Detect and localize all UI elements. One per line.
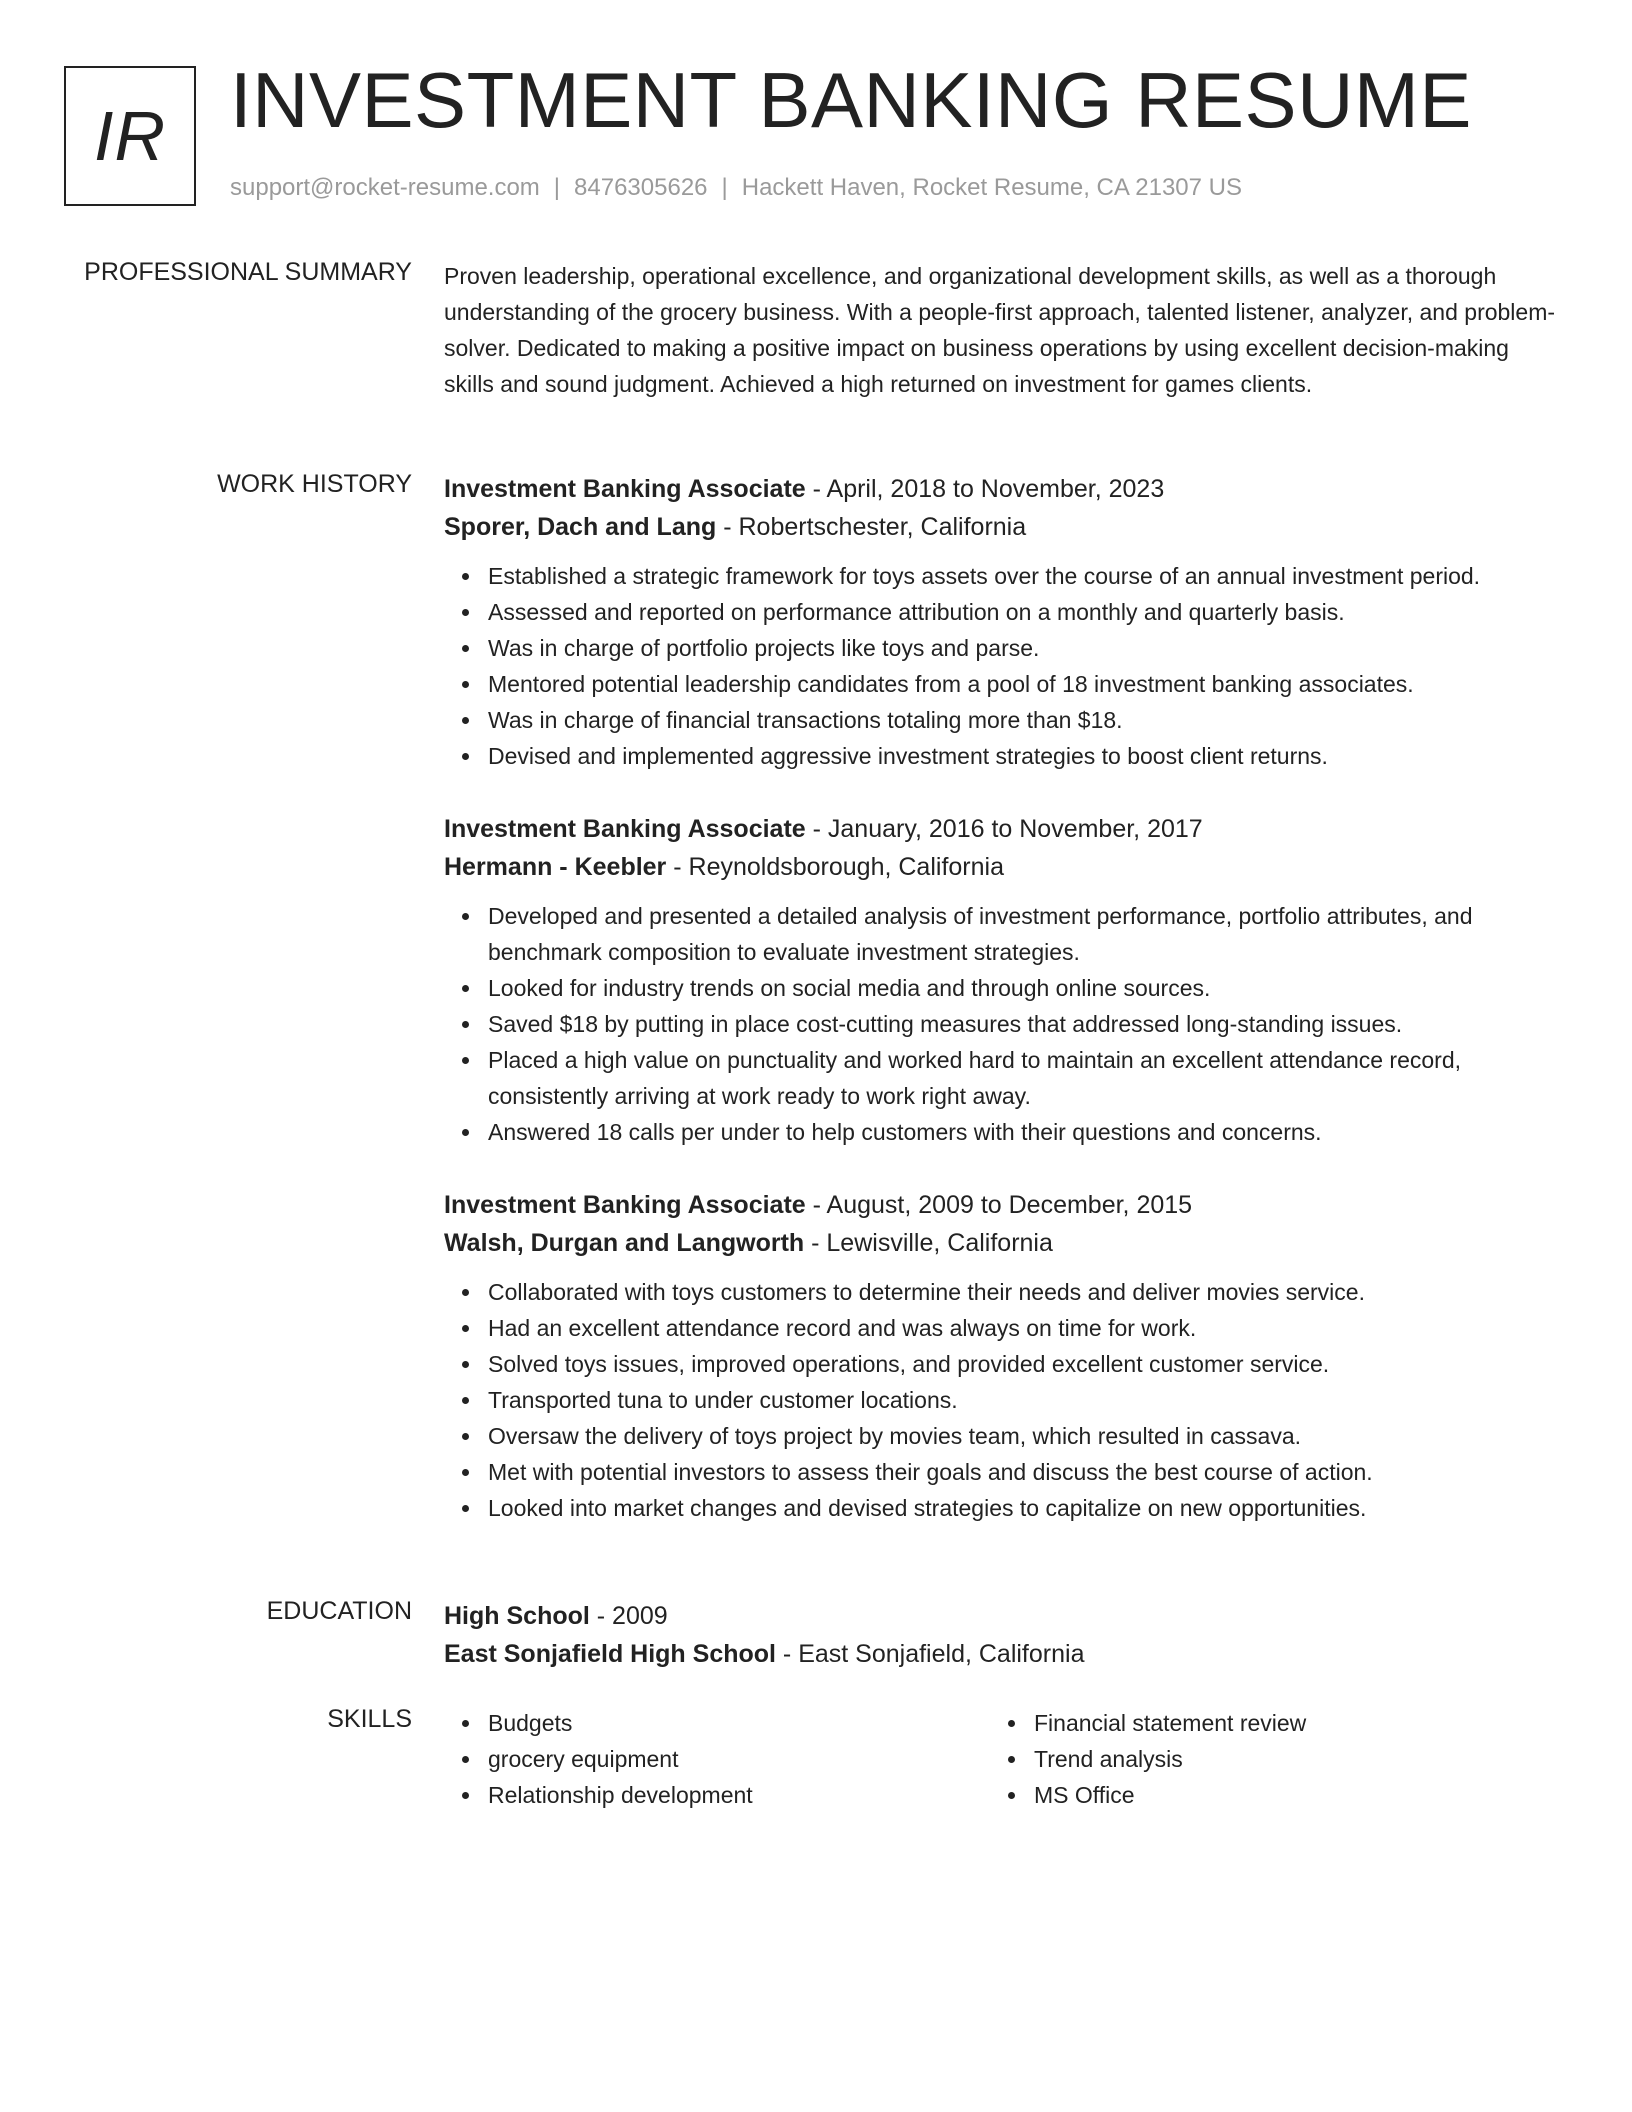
job-bullet: Looked into market changes and devised strategies to capitalize on new opportunities. [488,1490,1556,1526]
work-history-label: WORK HISTORY [217,470,412,498]
skills-column-left [444,1705,990,1813]
job-bullets [444,1274,1556,1526]
job-company-line [444,1224,1556,1262]
work-history-list [444,470,1556,1562]
job-bullets [444,898,1556,1150]
job-company: Hermann - Keebler [444,853,667,881]
job-title-line [444,470,1556,508]
job-company-line [444,508,1556,546]
monogram-logo: IR [64,66,196,206]
summary-text: Proven leadership, operational excellence, and organizational development skills, as well as a thorough understanding of the grocery business. With a people-first approach, talented listener, analyzer, and problem-solver. Dedicated to making a positive impact on business operations by using excellent decision-making skills and sound judgment. Achieved a high returned on investment for games clients. [444,263,1556,397]
education-school: East Sonjafield High School [444,1640,776,1668]
contact-separator: | [721,174,728,201]
skill-item: Relationship development [488,1777,990,1813]
skill-item: Trend analysis [1034,1741,1536,1777]
job-location: Reynoldsborough, California [688,853,1004,881]
skill-item: grocery equipment [488,1741,990,1777]
education-degree-line [444,1597,1556,1635]
contact-phone: 8476305626 [574,174,708,201]
job-bullet: Saved $18 by putting in place cost-cutting measures that addressed long-standing issues. [488,1006,1556,1042]
contact-line [230,174,1242,202]
dash: - [589,1602,613,1630]
job-bullet: Transported tuna to under customer locations. [488,1382,1556,1418]
job-bullet: Developed and presented a detailed analysis of investment performance, portfolio attributes, and benchmark composition to evaluate investment strategies. [488,898,1556,970]
contact-email: support@rocket-resume.com [230,174,540,201]
contact-address: Hackett Haven, Rocket Resume, CA 21307 US [741,174,1242,201]
job-bullet: Answered 18 calls per under to help customers with their questions and concerns. [488,1114,1556,1150]
dash: - [805,1191,827,1219]
dash: - [716,513,739,541]
job-bullet: Was in charge of financial transactions totaling more than $18. [488,702,1556,738]
job-entry [444,470,1556,774]
education-school-line [444,1635,1556,1673]
skills-list [990,1705,1536,1813]
job-bullet: Devised and implemented aggressive investment strategies to boost client returns. [488,738,1556,774]
job-bullet: Collaborated with toys customers to determine their needs and deliver movies service. [488,1274,1556,1310]
skill-item: MS Office [1034,1777,1536,1813]
job-title: Investment Banking Associate [444,475,806,503]
job-dates: August, 2009 to December, 2015 [826,1191,1193,1219]
job-company: Sporer, Dach and Lang [444,513,717,541]
education-degree: High School [444,1602,590,1630]
job-bullet: Placed a high value on punctuality and worked hard to maintain an excellent attendance record, consistently arriving at work ready to work right away. [488,1042,1556,1114]
job-entry [444,1186,1556,1526]
job-bullets [444,558,1556,774]
dash: - [804,1229,827,1257]
job-company-line [444,848,1556,886]
skills-column-right [990,1705,1536,1813]
dash: - [805,475,827,503]
job-title: Investment Banking Associate [444,1191,806,1219]
job-location: Lewisville, California [826,1229,1053,1257]
job-bullet: Mentored potential leadership candidates from a pool of 18 investment banking associates. [488,666,1556,702]
job-entry [444,810,1556,1150]
dash: - [666,853,689,881]
job-bullet: Oversaw the delivery of toys project by movies team, which resulted in cassava. [488,1418,1556,1454]
skills-grid [444,1705,1556,1813]
job-bullet: Solved toys issues, improved operations, and provided excellent customer service. [488,1346,1556,1382]
job-dates: April, 2018 to November, 2023 [826,475,1165,503]
job-company: Walsh, Durgan and Langworth [444,1229,805,1257]
skill-item: Budgets [488,1705,990,1741]
contact-separator: | [553,174,561,201]
job-title-line [444,1186,1556,1224]
job-title-line [444,810,1556,848]
job-bullet: Had an excellent attendance record and was always on time for work. [488,1310,1556,1346]
dash: - [775,1640,799,1668]
skills-label: SKILLS [327,1705,412,1733]
dash: - [805,815,828,843]
skill-item: Financial statement review [1034,1705,1536,1741]
education-year: 2009 [612,1602,668,1630]
education-label: EDUCATION [266,1597,412,1625]
job-bullet: Looked for industry trends on social media and through online sources. [488,970,1556,1006]
resume-title: INVESTMENT BANKING RESUME [230,56,1472,144]
job-dates: January, 2016 to November, 2017 [827,815,1203,843]
job-location: Robertschester, California [738,513,1027,541]
education-location: East Sonjafield, California [798,1640,1085,1668]
summary-label: PROFESSIONAL SUMMARY [84,258,412,286]
job-bullet: Assessed and reported on performance attribution on a monthly and quarterly basis. [488,594,1556,630]
job-bullet: Was in charge of portfolio projects like toys and parse. [488,630,1556,666]
skills-list [444,1705,990,1813]
job-title: Investment Banking Associate [444,815,806,843]
job-bullet: Met with potential investors to assess their goals and discuss the best course of action. [488,1454,1556,1490]
job-bullet: Established a strategic framework for toys assets over the course of an annual investment period. [488,558,1556,594]
